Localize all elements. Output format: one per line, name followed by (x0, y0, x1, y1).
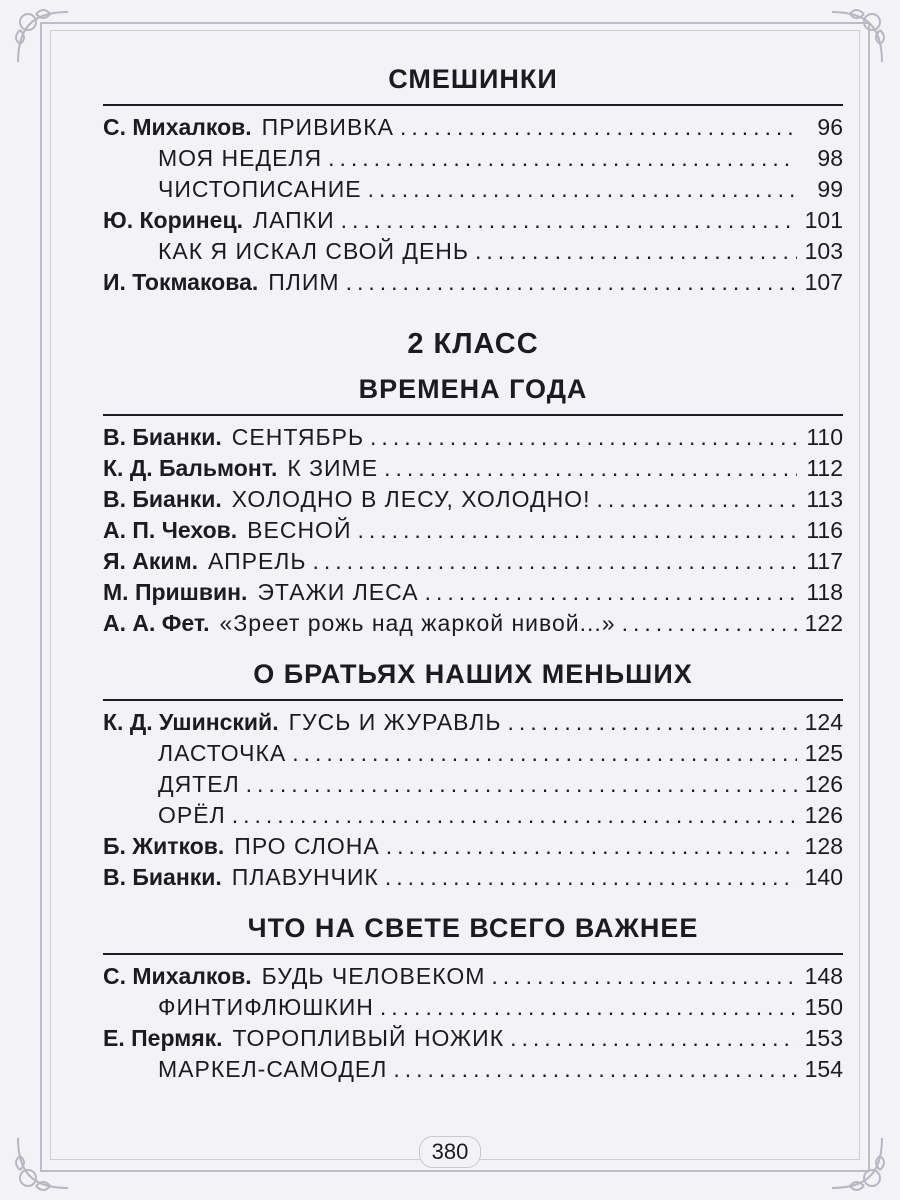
grade-title: 2 КЛАСС (407, 328, 539, 360)
toc-entry[interactable] (103, 800, 843, 831)
entry-title: ПЛАВУНЧИК (231, 864, 379, 890)
entry-page: 116 (806, 517, 843, 543)
entry-title: ХОЛОДНО В ЛЕСУ, ХОЛОДНО! (231, 486, 591, 512)
toc-entry[interactable] (103, 738, 843, 769)
entry-title: МАРКЕЛ-САМОДЕЛ (158, 1056, 388, 1082)
entry-title: АПРЕЛЬ (207, 548, 307, 574)
toc-entry[interactable] (103, 143, 843, 174)
entry-page: 150 (804, 994, 843, 1020)
entry-title: ПРО СЛОНА (234, 833, 380, 859)
entry-page: 126 (804, 802, 843, 828)
toc-entry[interactable] (103, 707, 843, 738)
toc-entry[interactable] (103, 1023, 843, 1054)
dot-leader (622, 608, 797, 639)
entry-title: МОЯ НЕДЕЛЯ (158, 145, 323, 171)
entry-author: В. Бианки. (103, 424, 222, 450)
entry-title: ФИНТИФЛЮШКИН (158, 994, 374, 1020)
section-title: ЧТО НА СВЕТЕ ВСЕГО ВАЖНЕЕ (247, 913, 699, 943)
toc-entry[interactable] (103, 992, 843, 1023)
toc-entry[interactable] (103, 1054, 843, 1085)
entry-title: КАК Я ИСКАЛ СВОЙ ДЕНЬ (158, 238, 470, 264)
entry-page: 99 (817, 176, 843, 202)
entry-author: Ю. Коринец. (103, 207, 243, 233)
dot-leader (346, 267, 797, 298)
entry-title: ЧИСТОПИСАНИЕ (158, 176, 362, 202)
page-number: 380 (419, 1136, 482, 1168)
toc-entry[interactable] (103, 515, 843, 546)
toc-entry[interactable] (103, 422, 843, 453)
entry-author: В. Бианки. (103, 486, 222, 512)
toc-entry[interactable] (103, 862, 843, 893)
entry-page: 117 (806, 548, 843, 574)
entry-page: 140 (804, 864, 843, 890)
dot-leader (370, 422, 797, 453)
entry-title: ПРИВИВКА (261, 114, 395, 140)
dot-leader (400, 112, 797, 143)
section-divider (103, 699, 843, 701)
dot-leader (393, 1054, 797, 1085)
toc-entry[interactable] (103, 577, 843, 608)
toc-entry[interactable] (103, 961, 843, 992)
entry-title: ЛАПКИ (253, 207, 335, 233)
dot-leader (312, 546, 797, 577)
table-of-contents (103, 58, 843, 1085)
entry-title: ВЕСНОЙ (247, 517, 352, 543)
entry-page: 126 (804, 771, 843, 797)
toc-entry[interactable] (103, 453, 843, 484)
toc-entry[interactable] (103, 267, 843, 298)
section-divider (103, 414, 843, 416)
entry-title: ДЯТЕЛ (158, 771, 240, 797)
entry-page: 112 (806, 455, 843, 481)
entry-page: 98 (817, 145, 843, 171)
entry-title: ОРЁЛ (158, 802, 226, 828)
entry-title: БУДЬ ЧЕЛОВЕКОМ (261, 963, 486, 989)
entry-page: 101 (804, 207, 843, 233)
entry-page: 125 (804, 740, 843, 766)
entry-title: К ЗИМЕ (287, 455, 379, 481)
dot-leader (425, 577, 797, 608)
entry-author: Б. Житков. (103, 833, 225, 859)
entry-author: Е. Пермяк. (103, 1025, 223, 1051)
toc-entry[interactable] (103, 484, 843, 515)
section-title: ВРЕМЕНА ГОДА (358, 374, 588, 404)
toc-entry[interactable] (103, 205, 843, 236)
dot-leader (328, 143, 797, 174)
dot-leader (596, 484, 797, 515)
section-divider (103, 953, 843, 955)
dot-leader (475, 236, 797, 267)
toc-entry[interactable] (103, 831, 843, 862)
entry-page: 124 (804, 709, 843, 735)
floral-corner-icon (8, 2, 78, 72)
dot-leader (341, 205, 797, 236)
entry-title: СЕНТЯБРЬ (231, 424, 365, 450)
entry-author: И. Токмакова. (103, 269, 259, 295)
entry-page: 128 (804, 833, 843, 859)
entry-title: ТОРОПЛИВЫЙ НОЖИК (232, 1025, 505, 1051)
entry-page: 154 (804, 1056, 843, 1082)
toc-entry[interactable] (103, 769, 843, 800)
entry-page: 113 (806, 486, 843, 512)
entry-author: В. Бианки. (103, 864, 222, 890)
section-divider (103, 104, 843, 106)
entry-page: 148 (804, 963, 843, 989)
entry-author: А. А. Фет. (103, 610, 210, 636)
dot-leader (384, 453, 797, 484)
entry-author: К. Д. Ушинский. (103, 709, 279, 735)
dot-leader (232, 800, 797, 831)
dot-leader (510, 1023, 797, 1054)
dot-leader (385, 862, 797, 893)
toc-entry[interactable] (103, 608, 843, 639)
section-title: СМЕШИНКИ (388, 64, 558, 94)
entry-title: «Зреет рожь над жаркой нивой...» (219, 610, 616, 636)
dot-leader (292, 738, 797, 769)
entry-page: 118 (806, 579, 843, 605)
entry-author: К. Д. Бальмонт. (103, 455, 278, 481)
toc-entry[interactable] (103, 236, 843, 267)
entry-title: ПЛИМ (268, 269, 340, 295)
entry-author: Я. Аким. (103, 548, 198, 574)
entry-author: А. П. Чехов. (103, 517, 238, 543)
entry-author: С. Михалков. (103, 114, 252, 140)
entry-page: 122 (804, 610, 843, 636)
toc-entry[interactable] (103, 546, 843, 577)
entry-page: 103 (804, 238, 843, 264)
entry-title: ЭТАЖИ ЛЕСА (257, 579, 419, 605)
entry-title: ГУСЬ И ЖУРАВЛЬ (288, 709, 502, 735)
dot-leader (246, 769, 797, 800)
dot-leader (380, 992, 797, 1023)
entry-page: 153 (804, 1025, 843, 1051)
entry-author: С. Михалков. (103, 963, 252, 989)
dot-leader (357, 515, 797, 546)
dot-leader (507, 707, 797, 738)
dot-leader (386, 831, 797, 862)
toc-entry[interactable] (103, 174, 843, 205)
entry-page: 107 (804, 269, 843, 295)
dot-leader (368, 174, 797, 205)
entry-page: 96 (817, 114, 843, 140)
section-title: О БРАТЬЯХ НАШИХ МЕНЬШИХ (253, 659, 693, 689)
toc-entry[interactable] (103, 112, 843, 143)
entry-title: ЛАСТОЧКА (158, 740, 287, 766)
entry-page: 110 (806, 424, 843, 450)
dot-leader (491, 961, 797, 992)
entry-author: М. Пришвин. (103, 579, 248, 605)
page-footer (0, 1136, 900, 1168)
